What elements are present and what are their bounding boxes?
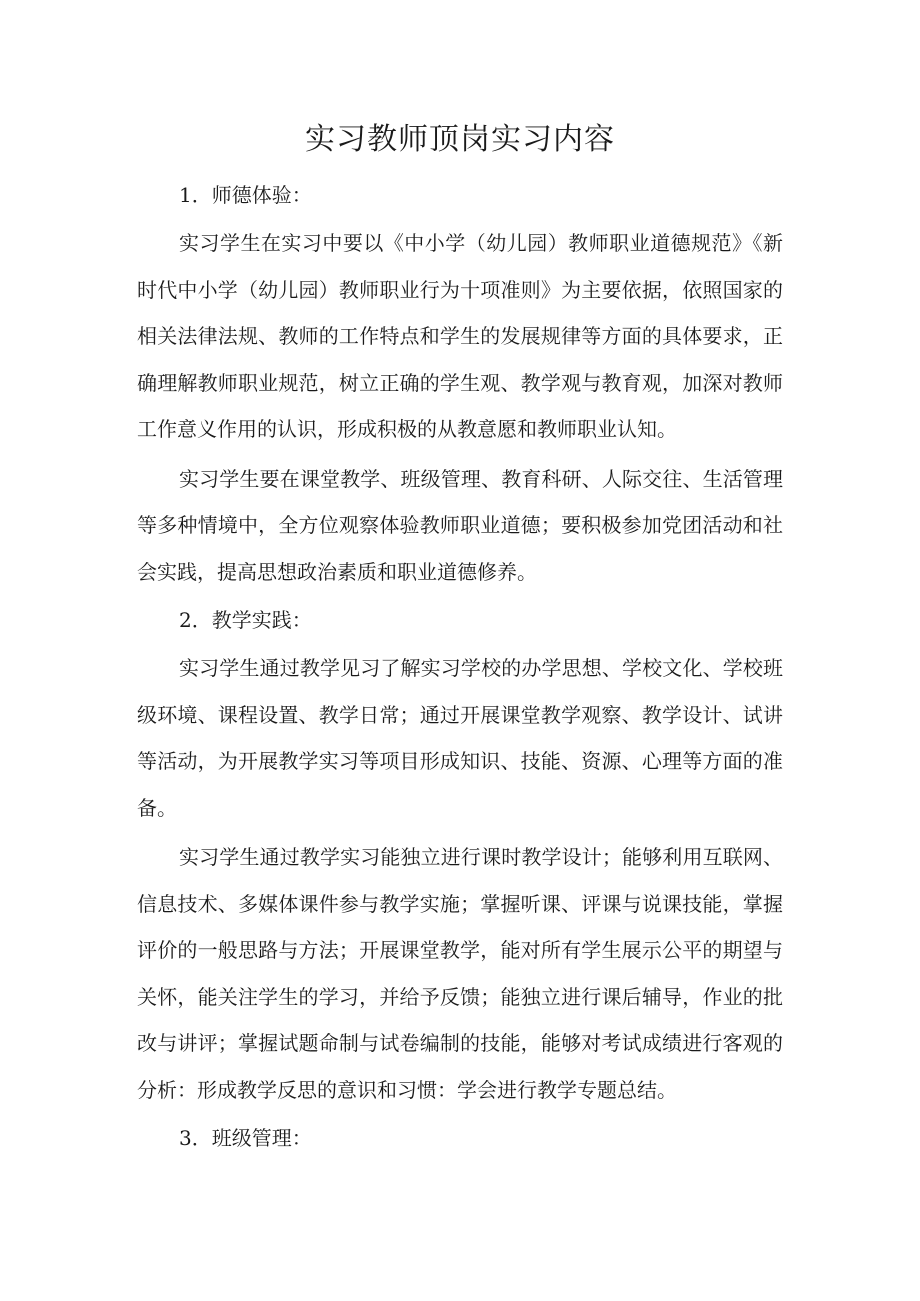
paragraph: 实习学生要在课堂教学、班级管理、教育科研、人际交往、生活管理等多种情境中，全方位观察体验教师职业道德；要积极参加党团活动和社会实践，提高思想政治素质和职业道德修养。: [137, 466, 783, 584]
section-class-management: [137, 1113, 783, 1163]
document-title: 实习教师顶岗实习内容: [305, 122, 615, 157]
section-teaching-practice: [137, 595, 783, 1113]
paragraph: 实习学生通过教学实习能独立进行课时教学设计；能够利用互联网、信息技术、多媒体课件参与教学实施；掌握听课、评课与说课技能，掌握评价的一般思路与方法；开展课堂教学，能对所有学生展示公平的期望与关怀，能关注学生的学习，并给予反馈；能独立进行课后辅导，作业的批改与讲评；掌握试题命制与试卷编制的技能，能够对考试成绩进行客观的分析：形成教学反思的意识和习惯：学会进行教学专题总结。: [137, 845, 783, 1102]
paragraph: 实习学生通过教学见习了解实习学校的办学思想、学校文化、学校班级环境、课程设置、教学日常；通过开展课堂教学观察、教学设计、试讲等活动，为开展教学实习等项目形成知识、技能、资源、心理等方面的准备。: [137, 656, 783, 820]
paragraph: 实习学生在实习中要以《中小学（幼儿园）教师职业道德规范》《新时代中小学（幼儿园）教师职业行为十项准则》为主要依据，依照国家的相关法律法规、教师的工作特点和学生的发展规律等方面的具体要求，正确理解教师职业规范，树立正确的学生观、教学观与教育观，加深对教师工作意义作用的认识，形成积极的从教意愿和教师职业认知。: [137, 231, 783, 441]
section-heading: 2．教学实践：: [179, 608, 312, 632]
section-heading: 3．班级管理：: [179, 1126, 312, 1150]
section-heading: 1．师德体验：: [179, 183, 312, 207]
section-teacher-ethics: [137, 170, 783, 595]
document-body: [137, 170, 783, 1163]
